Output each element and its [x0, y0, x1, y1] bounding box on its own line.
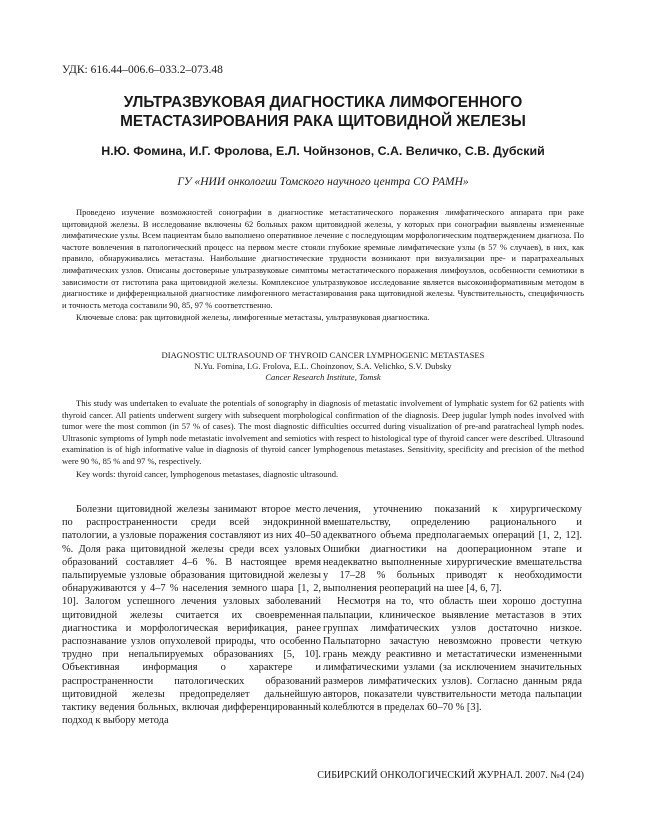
- affiliation: ГУ «НИИ онкологии Томского научного центра СО РАМН»: [177, 176, 469, 188]
- abstract-russian: [62, 207, 584, 324]
- body-paragraph: Несмотря на то, что область шеи хорошо доступна пальпации, клиническое выявление метастазов в этих группах лимфатических узлов достаточно низкое. Пальпаторно зачастую невозможно провести четкую грань между реактивно и метастатически измененными лимфатическими узлами (за исключением значительных размеров лимфатических узлов). Согласно данным ряда авторов, показатели чувствительности метода пальпации колеблются в пределах 60–70 % [3].: [323, 596, 582, 714]
- keywords-english: Key words: thyroid cancer, lymphogenous metastases, diagnostic ultrasound.: [76, 468, 339, 479]
- english-title: DIAGNOSTIC ULTRASOUND OF THYROID CANCER LYMPHOGENIC METASTASES: [161, 350, 485, 360]
- article-title: [60, 93, 586, 131]
- abstract-english-text: This study was undertaken to evaluate the potentials of sonography in diagnosis of metastatic involvement of lymphatic system for 62 patients with thyroid cancer. All patients underwent surgery with subsequent morphological confirmation of the diagnosis. Deep jugular lymph nodes involved with tumor were the most common (in 57 % of cases). The most diagnostic difficulties occurred during visualization of pre-and paratracheal lymph nodes. Ultrasonic symptoms of lymph node metastatic involvement and semiotics with respect to histological type of thyroid cancer were described. Ultrasound examination is of high informative value in diagnosis of thyroid cancer lymphogenous metastases. Sensitivity, specificity and precision of the method were 90 %, 85 % and 97 %, respectively.: [62, 398, 584, 466]
- article-title-line-1: УЛЬТРАЗВУКОВАЯ ДИАГНОСТИКА ЛИМФОГЕННОГО: [123, 94, 523, 111]
- english-header: [60, 350, 586, 384]
- body-paragraph: лечения, уточнению показаний к хирургическому вмешательству, определению рационального и адекватного объема предполагаемых операций [1, 2, 12]. Ошибки диагностики на дооперационном этапе и неадекватно выполненные хирургические вмешательства у 17–28 % больных приводят к необходимости выполнения реопераций на шее [4, 6, 7].: [323, 504, 582, 595]
- body-column-right: [323, 503, 582, 714]
- body-paragraph: Болезни щитовидной железы занимают второе место по распространенности среди всей эндокринной патологии, а узловые поражения составляют из них 40–50 %. Доля рака щитовидной железы среди всех узловых образований составляет 4–6 %. В настоящее время пальпируемые узловые образования щитовидной железы обнаруживаются у 4–7 % населения земного шара [1, 2, 10]. Залогом успешного лечения узловых заболеваний щитовидной железы считается их своевременная диагностика и морфологическая верификация, ранее распознавание узлов опухолевой природы, что особенно трудно при непальпируемых образованиях [5, 10]. Объективная информация о характере и распространенности патологических образований щитовидной железы предопределяет дальнейшую тактику ведения больных, включая дифференцированный подход к выбору метода: [62, 504, 321, 727]
- udk-code: УДК: 616.44–006.6–033.2–073.48: [62, 64, 223, 76]
- body-column-left: [62, 503, 321, 727]
- authors: Н.Ю. Фомина, И.Г. Фролова, Е.Л. Чойнзонов, С.А. Величко, С.В. Дубский: [101, 144, 545, 158]
- abstract-russian-text: Проведено изучение возможностей сонографии в диагностике метастатического поражения лимфатического аппарата при раке щитовидной железы. В исследование включены 62 больных раком щитовидной железы, у которых при сонографии выявлены измененные лимфатические узлы. Всем пациентам было выполнено оперативное лечение с последующим морфологическим подтверждением диагноза. По частоте вовлечения в патологический процесс на первом месте стояли глубокие яремные лимфатические узлы (в 57 % случаев), в них, как правило, обнаруживались метастазы. Наибольшие диагностические трудности возникают при визуализации пре- и паратрахеальных лимфатических узлов. Описаны достоверные ультразвуковые симптомы метастатического поражения лимфоузлов, особенности семиотики в зависимости от гистотипа рака щитовидной железы. Комплексное ультразвуковое исследование является высокоинформативным методом в диагностике и дифференциальной диагностике лимфогенного метастазирования рака щитовидной железы. Чувствительность, специфичность и точность метода составили 90, 85, 97 % соответственно.: [62, 207, 584, 310]
- english-authors: N.Yu. Fomina, I.G. Frolova, E.L. Choinzonov, S.A. Velichko, S.V. Dubsky: [194, 361, 452, 372]
- article-title-line-2: МЕТАСТАЗИРОВАНИЯ РАКА ЩИТОВИДНОЙ ЖЕЛЕЗЫ: [120, 113, 526, 130]
- keywords-russian: Ключевые слова: рак щитовидной железы, лимфогенные метастазы, ультразвуковая диагностика.: [76, 312, 430, 323]
- abstract-english: [62, 398, 584, 480]
- english-affiliation: Cancer Research Institute, Tomsk: [265, 372, 381, 383]
- journal-footer: СИБИРСКИЙ ОНКОЛОГИЧЕСКИЙ ЖУРНАЛ. 2007. №4 (24): [317, 770, 584, 781]
